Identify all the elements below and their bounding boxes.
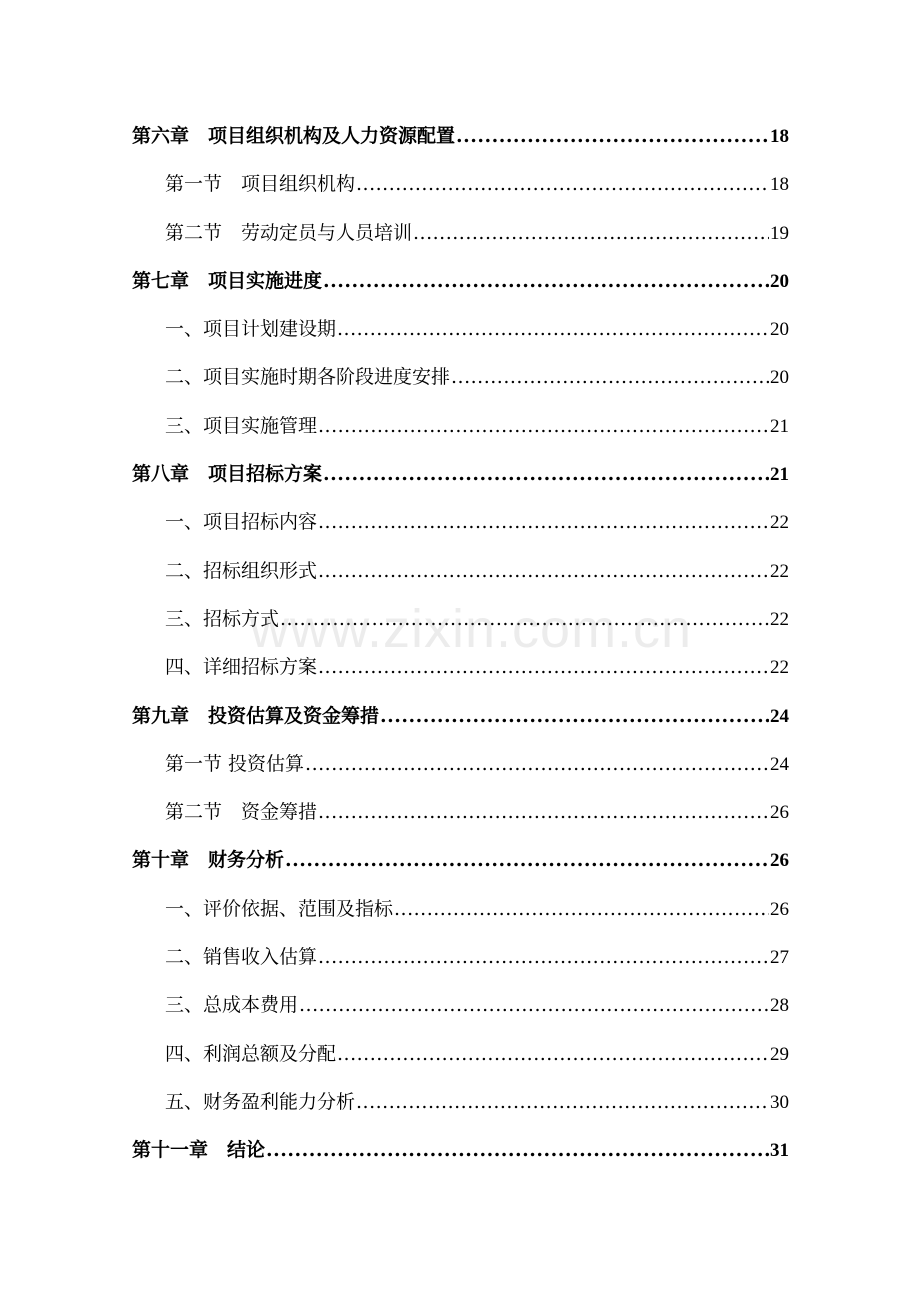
dot-leader [318,792,769,832]
dot-leader [323,454,769,494]
dot-leader [337,309,769,349]
toc-entry-page: 31 [770,1140,789,1162]
toc-entry-page: 19 [770,222,789,244]
toc-entry-page: 26 [770,898,789,920]
toc-entry-chapter-9[interactable] [132,696,789,744]
toc-entry-section[interactable] [132,502,789,550]
dot-leader [266,1130,769,1170]
toc-entry-section[interactable] [132,889,789,937]
dot-leader [323,261,769,301]
toc-entry-page: 20 [770,319,789,341]
toc-entry-title: 一、评价依据、范围及指标 [165,897,394,920]
toc-entry-title: 二、项目实施时期各阶段进度安排 [165,366,451,389]
toc-entry-title: 第一节 投资估算 [165,752,305,775]
dot-leader [451,357,769,397]
toc-entry-section[interactable] [132,164,789,212]
toc-entry-section[interactable] [132,1082,789,1130]
toc-entry-title: 第十章 财务分析 [132,849,285,872]
toc-entry-page: 21 [770,464,789,486]
toc-entry-chapter-11[interactable] [132,1130,789,1178]
dot-leader [456,116,769,156]
toc-entry-page: 22 [770,657,789,679]
toc-entry-page: 27 [770,947,789,969]
toc-entry-title: 三、招标方式 [165,607,280,630]
dot-leader [318,551,769,591]
toc-entry-title: 四、利润总额及分配 [165,1042,337,1065]
toc-entry-section[interactable] [132,213,789,261]
toc-entry-title: 一、项目招标内容 [165,511,318,534]
toc-entry-title: 第二节 资金筹措 [165,801,318,824]
table-of-contents [132,116,789,1179]
toc-entry-page: 24 [770,705,789,727]
toc-entry-page: 22 [770,512,789,534]
toc-entry-title: 四、详细招标方案 [165,656,318,679]
dot-leader [394,889,769,929]
toc-entry-title: 第六章 项目组织机构及人力资源配置 [132,125,456,147]
toc-entry-title: 一、项目计划建设期 [165,318,337,341]
toc-entry-title: 三、项目实施管理 [165,414,318,437]
toc-entry-page: 30 [770,1091,789,1113]
toc-entry-title: 第八章 项目招标方案 [132,463,323,486]
dot-leader [318,406,769,446]
dot-leader [413,213,769,253]
dot-leader [318,937,769,977]
dot-leader [356,164,769,204]
toc-entry-title: 第十一章 结论 [132,1139,266,1162]
toc-entry-chapter-6[interactable] [132,116,789,164]
toc-entry-title: 五、财务盈利能力分析 [165,1090,356,1113]
dot-leader [356,1082,769,1122]
toc-entry-section[interactable] [132,792,789,840]
toc-entry-page: 29 [770,1043,789,1065]
toc-entry-page: 18 [770,126,789,147]
toc-entry-page: 18 [770,174,789,196]
toc-entry-title: 第二节 劳动定员与人员培训 [165,221,413,244]
toc-entry-section[interactable] [132,937,789,985]
toc-entry-title: 第九章 投资估算及资金筹措 [132,704,380,727]
toc-entry-chapter-8[interactable] [132,454,789,502]
toc-entry-section[interactable] [132,309,789,357]
toc-entry-page: 28 [770,995,789,1017]
dot-leader [280,599,769,639]
toc-entry-title: 第一节 项目组织机构 [165,173,356,196]
dot-leader [380,696,769,736]
toc-entry-chapter-10[interactable] [132,840,789,888]
toc-entry-page: 22 [770,608,789,630]
toc-entry-page: 22 [770,560,789,582]
toc-entry-page: 24 [770,753,789,775]
dot-leader [337,1034,769,1074]
toc-entry-title: 三、总成本费用 [165,994,299,1017]
toc-entry-title: 第七章 项目实施进度 [132,269,323,292]
dot-leader [318,647,769,687]
toc-entry-section[interactable] [132,599,789,647]
toc-entry-section[interactable] [132,357,789,405]
toc-entry-section[interactable] [132,551,789,599]
dot-leader [299,985,769,1025]
toc-entry-section[interactable] [132,406,789,454]
toc-entry-section[interactable] [132,1034,789,1082]
toc-entry-title: 二、招标组织形式 [165,559,318,582]
toc-entry-section[interactable] [132,985,789,1033]
toc-entry-page: 26 [770,802,789,824]
toc-entry-chapter-7[interactable] [132,261,789,309]
toc-entry-section[interactable] [132,647,789,695]
dot-leader [285,840,769,880]
dot-leader [305,744,769,784]
toc-entry-section[interactable] [132,744,789,792]
toc-entry-page: 26 [770,850,789,872]
toc-entry-title: 二、销售收入估算 [165,946,318,969]
toc-entry-page: 20 [770,270,789,292]
toc-entry-page: 21 [770,415,789,437]
watermark: www.zixin.com.cn [250,599,693,659]
dot-leader [318,502,769,542]
toc-entry-page: 20 [770,367,789,389]
